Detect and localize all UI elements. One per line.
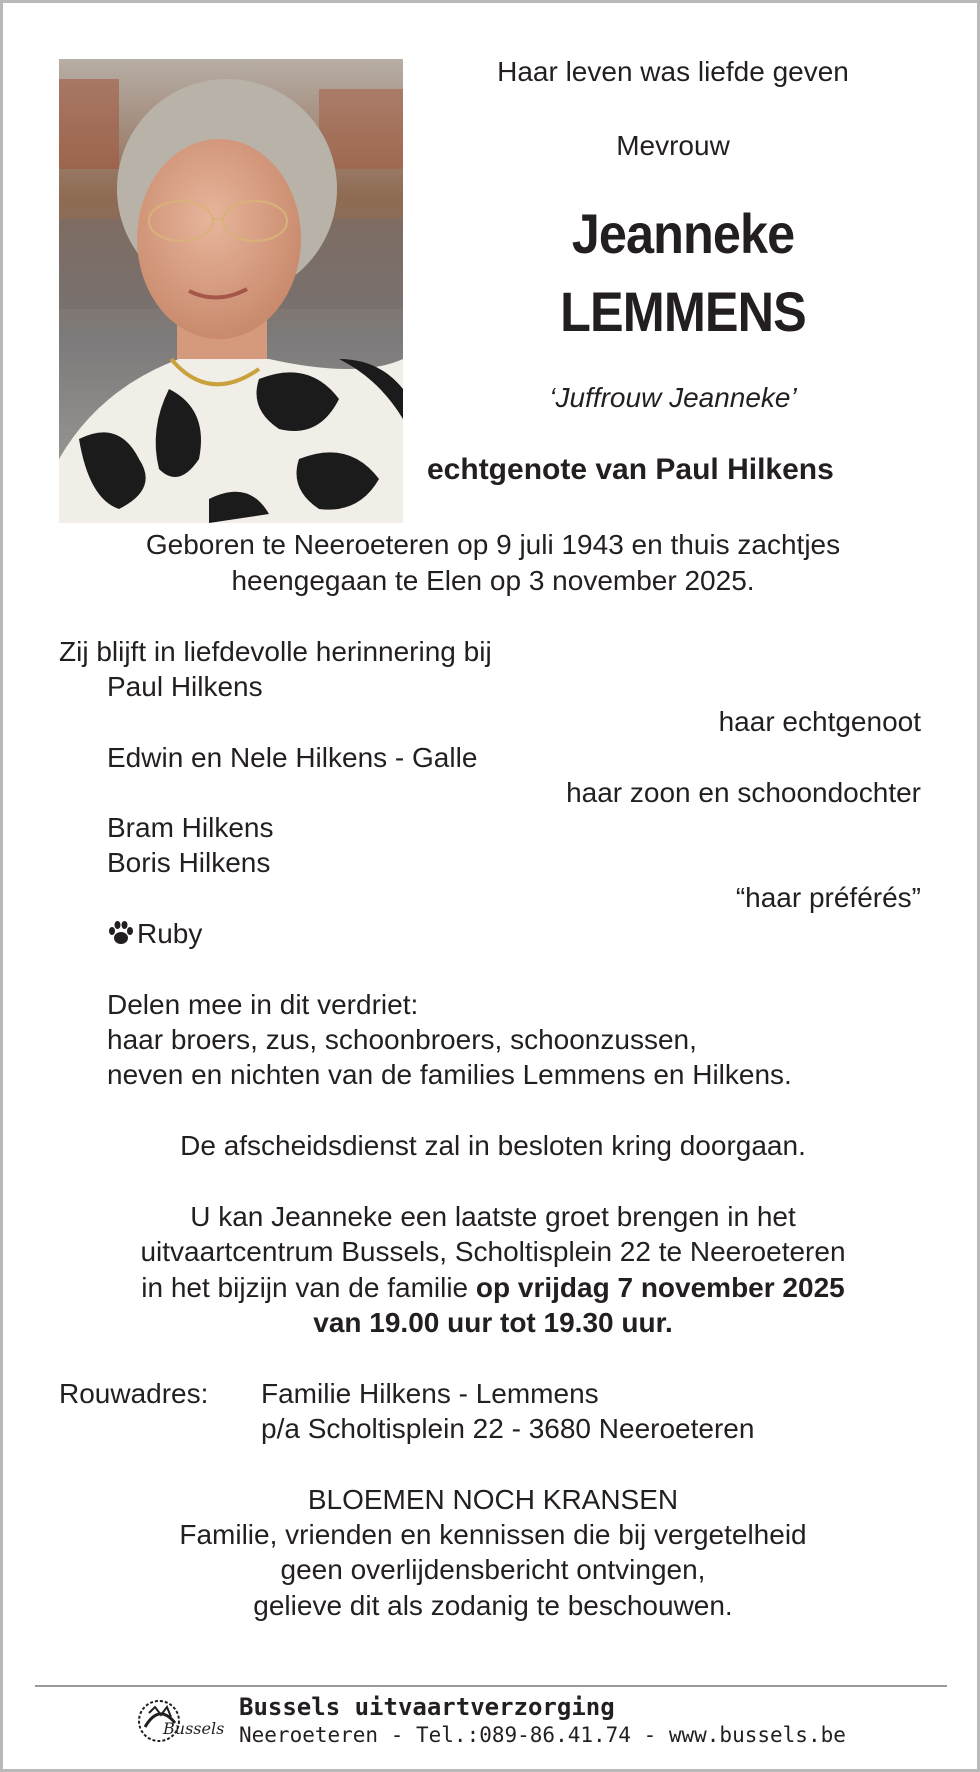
flowers-heading: BLOEMEN NOCH KRANSEN [307,1484,679,1515]
portrait-photo [59,59,403,523]
flowers-line: gelieve dit als zodanig te beschouwen. [253,1590,733,1621]
flowers-line: Familie, vrienden en kennissen die bij vergetelheid [179,1519,807,1550]
person-relation: haar echtgenoot [718,706,921,737]
logo-text: Bussels [163,1719,225,1738]
service-note: De afscheidsdienst zal in besloten kring doorgaan. [180,1130,806,1161]
address-line: p/a Scholtisplein 22 - 3680 Neeroeteren [261,1413,755,1444]
address-label: Rouwadres: [59,1378,209,1409]
address-line: Familie Hilkens - Lemmens [261,1378,599,1409]
person-relation: “haar préférés” [735,882,921,913]
remembrance-intro: Zij blijft in liefdevolle herinnering bij [59,636,492,667]
birth-line: Geboren te Neeroeteren op 9 juli 1943 en thuis zachtjes [145,529,841,560]
pet-line [107,917,202,951]
visitation-plain: in het bijzijn van de familie [141,1272,476,1303]
person-name: Paul Hilkens [107,671,263,702]
company-name: Bussels uitvaartverzorging [239,1693,615,1721]
company-contact: Neeroeteren - Tel.:089-86.41.74 - www.bussels.be [239,1723,846,1747]
sharing-line: neven en nichten van de families Lemmens en Hilkens. [107,1059,792,1090]
motto: Haar leven was liefde geven [497,56,849,87]
salutation: Mevrouw [616,130,730,161]
flowers-line: geen overlijdensbericht ontvingen, [280,1554,706,1585]
last-name: LEMMENS [560,280,806,343]
footer-divider [35,1685,947,1687]
visitation-time: van 19.00 uur tot 19.30 uur. [313,1307,673,1338]
person-relation: haar zoon en schoondochter [566,777,921,808]
sharing-line: haar broers, zus, schoonbroers, schoonzussen, [107,1024,697,1055]
death-line: heengegaan te Elen op 3 november 2025. [231,565,755,596]
visitation-line: uitvaartcentrum Bussels, Scholtisplein 22 te Neeroeteren [140,1236,846,1267]
person-name: Edwin en Nele Hilkens - Galle [107,742,478,773]
paw-icon [107,919,137,949]
pet-name: Ruby [137,918,203,949]
visitation-line: U kan Jeanneke een laatste groet brengen in het [190,1201,796,1232]
spouse-line: echtgenote van Paul Hilkens [427,453,834,486]
visitation-date: op vrijdag 7 november 2025 [475,1272,845,1303]
visitation-line [3,1271,980,1305]
sharing-intro: Delen mee in dit verdriet: [107,989,419,1020]
person-name: Bram Hilkens [107,812,274,843]
person-name: Boris Hilkens [107,847,271,878]
first-name: Jeanneke [571,202,795,265]
portrait-image [59,59,403,523]
nickname: ‘Juffrouw Jeanneke’ [549,382,797,413]
